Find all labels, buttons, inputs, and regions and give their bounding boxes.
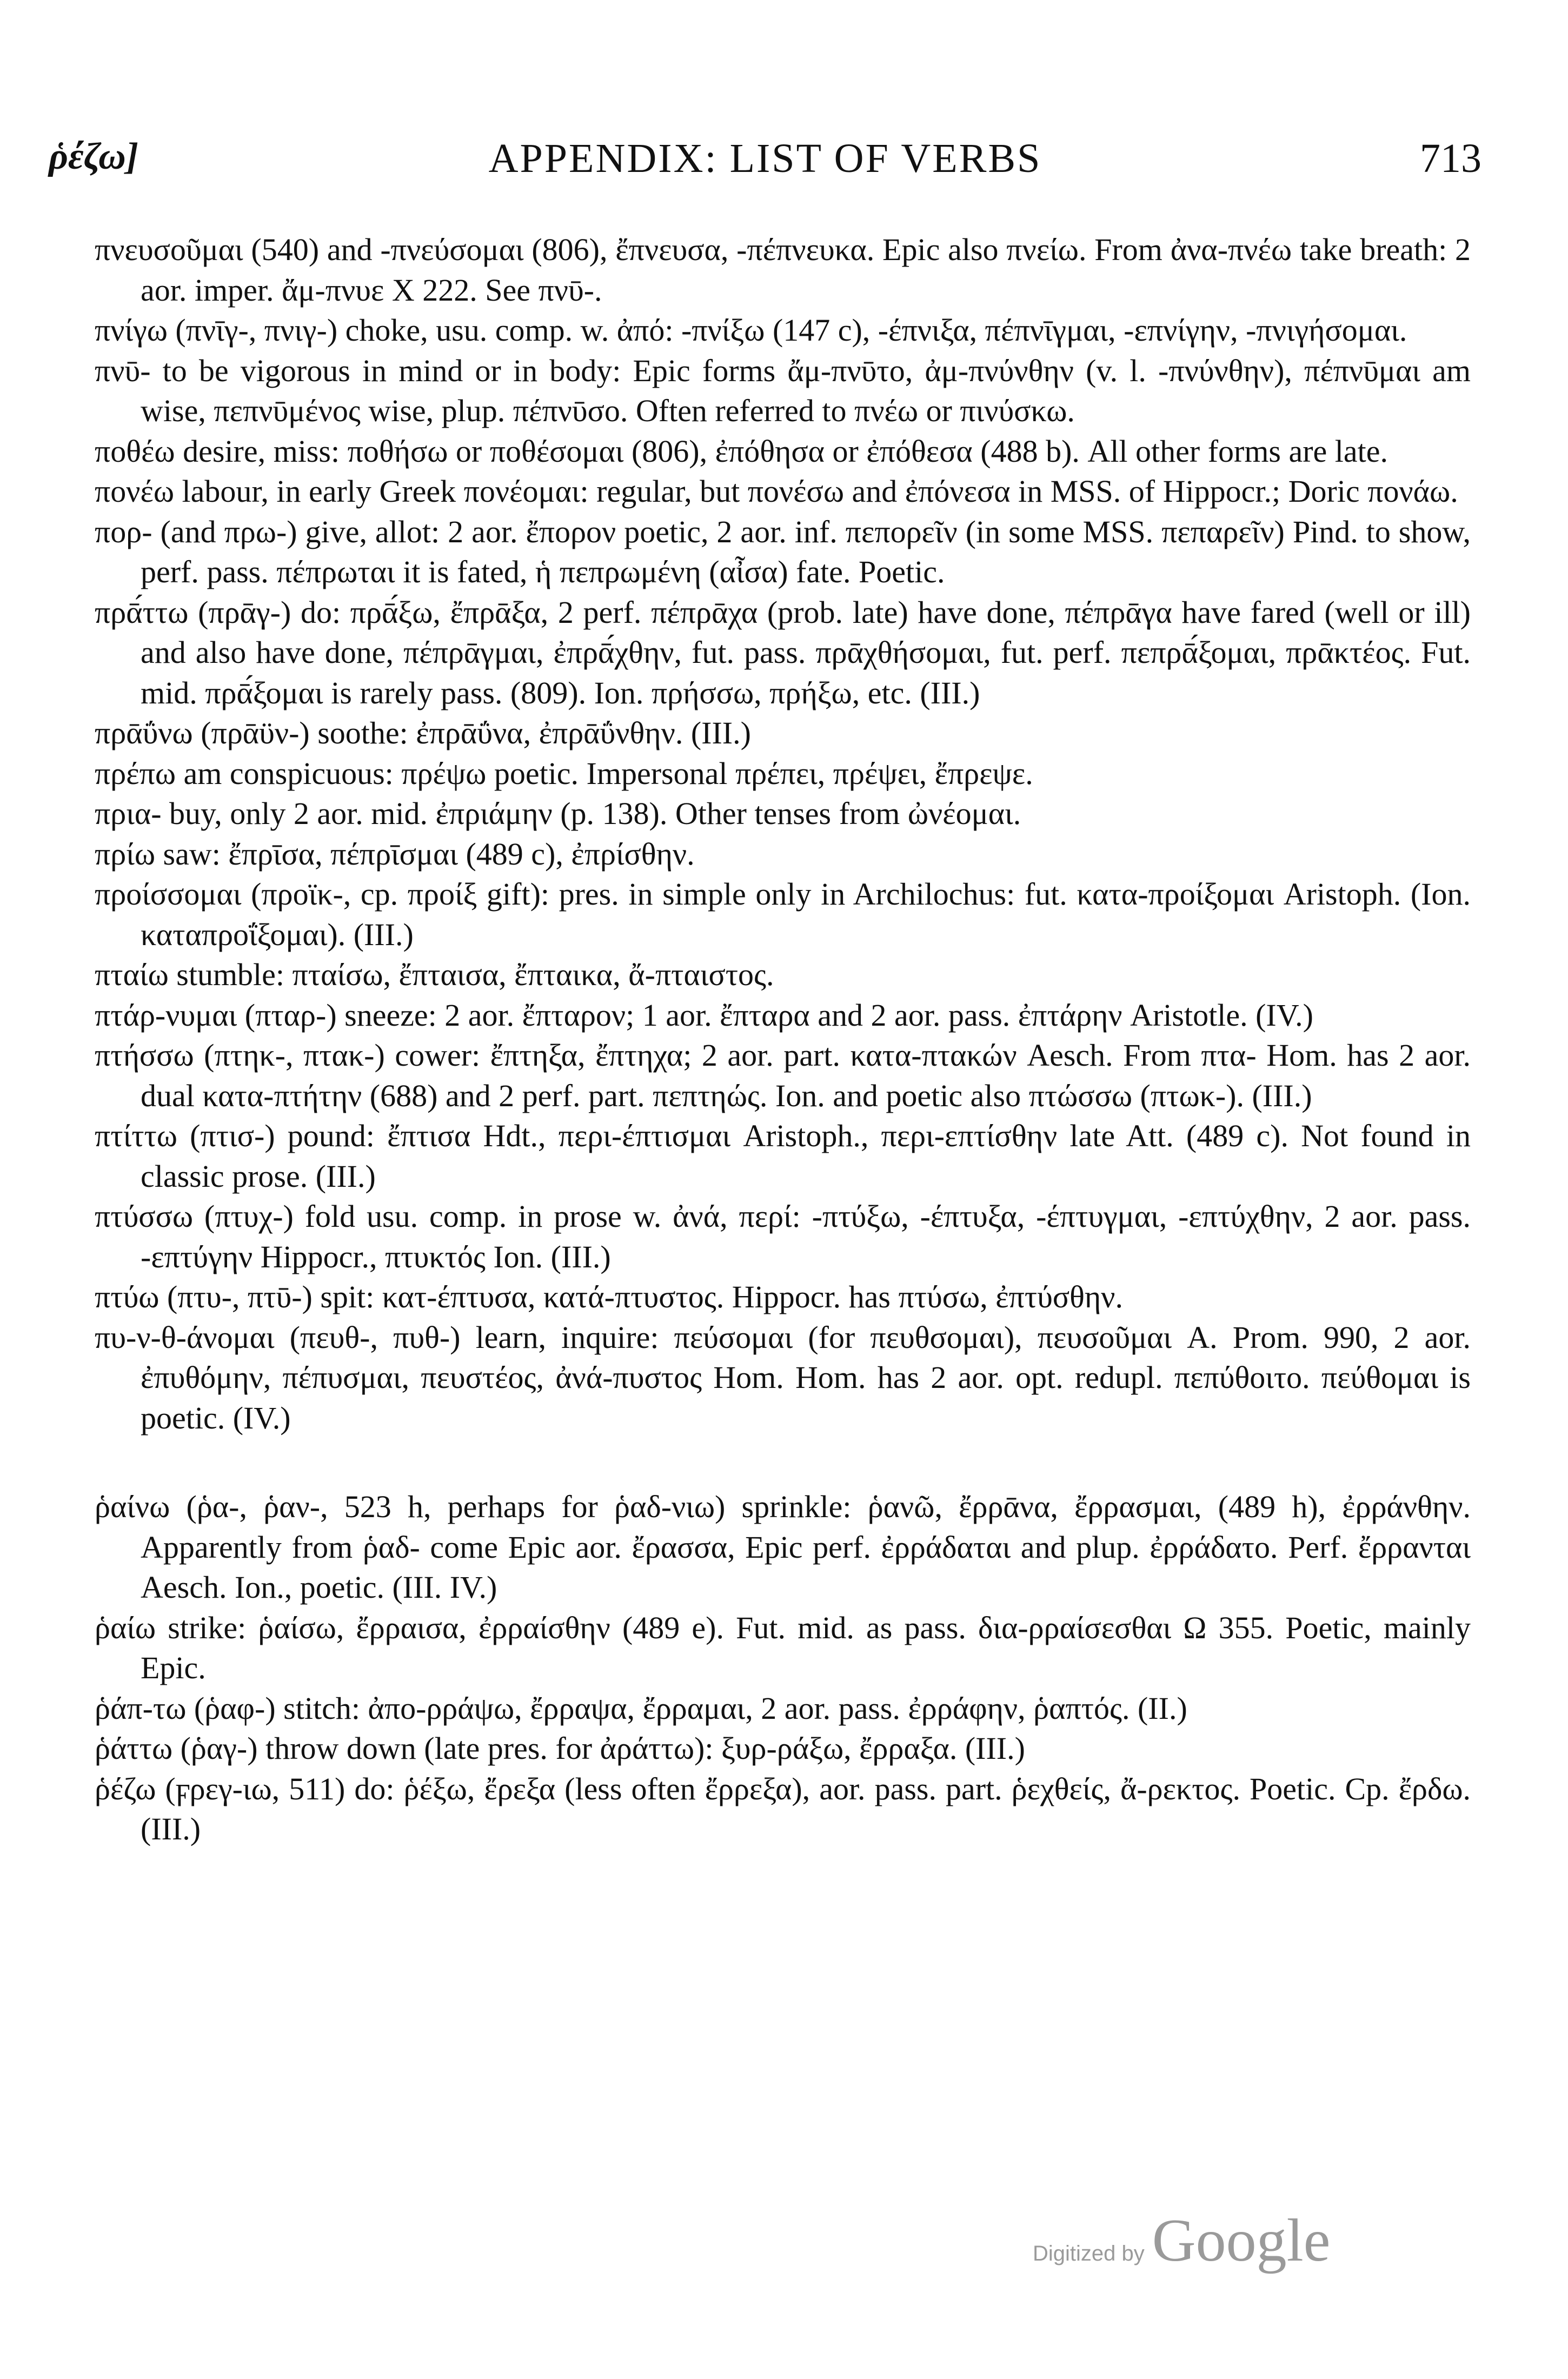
verb-entry: πρᾱΰνω (πρᾱϋν-) soothe: ἐπρᾱΰνα, ἐπρᾱΰνθην. (III.) (95, 715, 751, 750)
verb-entry: ῥέζω (ϝρεγ-ιω, 511) do: ῥέξω, ἔρεξα (less often ἔρρεξα), aor. pass. part. ῥεχθείς, ἄ-ρεκτος. Poetic. Cp. ἔρδω. (III.) (95, 1771, 1471, 1846)
verb-entry: ῥαίνω (ῥα-, ῥαν-, 523 h, perhaps for ῥαδ-νιω) sprinkle: ῥανῶ, ἔρρᾱνα, ἔρρασμαι, (489 h), ἐρράνθην. Apparently from ῥαδ- come Epic aor. ἔρασσα, Epic perf. ἐρράδαται and plup. ἐρράδατο. Perf. ἔρρανται Aesch. Ion., poetic. (III. IV.) (95, 1489, 1471, 1605)
page-title: APPENDIX: LIST OF VERBS (488, 136, 1042, 181)
verb-entry: πυ-ν-θ-άνομαι (πευθ-, πυθ-) learn, inquire: πεύσομαι (for πευθσομαι), πευσοῦμαι A. Prom. 990, 2 aor. ἐπυθόμην, πέπυσμαι, πευστέος, ἀνά-πυστος Hom. Hom. has 2 aor. opt. redupl. πεπύθοιτο. πεύθομαι is poetic. (IV.) (95, 1319, 1471, 1436)
verb-entry: πτήσσω (πτηκ-, πτακ-) cower: ἔπτηξα, ἔπτηχα; 2 aor. part. κατα-πτακών Aesch. From πτα- Hom. has 2 aor. dual κατα-πτήτην (688) and 2 perf. part. πεπτηώς. Ion. and poetic also πτώσσω (πτωκ-). (III.) (95, 1038, 1471, 1113)
verb-entry: ῥάπ-τω (ῥαφ-) stitch: ἀπο-ρράψω, ἔρραψα, ἔρραμαι, 2 aor. pass. ἐρράφην, ῥαπτός. (II.) (95, 1690, 1187, 1726)
verb-entry: πτύσσω (πτυχ-) fold usu. comp. in prose w. ἀνά, περί: -πτύξω, -έπτυξα, -έπτυγμαι, -επτύχθην, 2 aor. pass. -επτύγην Hippocr., πτυκτός Ion. (III.) (95, 1199, 1471, 1274)
verb-entry: ῥάττω (ῥαγ-) throw down (late pres. for ἀράττω): ξυρ-ράξω, ἔρραξα. (III.) (95, 1731, 1025, 1766)
verb-entry: ποθέω desire, miss: ποθήσω or ποθέσομαι (806), ἐπόθησα or ἐπόθεσα (488 b). All other forms are late. (95, 433, 1388, 469)
page-number: 713 (1420, 136, 1481, 181)
verb-entry: πτίττω (πτισ-) pound: ἔπτισα Hdt., περι-έπτισμαι Aristoph., περι-επτίσθην late Att. (489 c). Not found in classic prose. (III.) (95, 1118, 1471, 1194)
verb-entry: πρια- buy, only 2 aor. mid. ἐπριάμην (p. 138). Other tenses from ὠνέομαι. (95, 796, 1021, 831)
verb-entry: προίσσομαι (προϊκ-, cp. προίξ gift): pres. in simple only in Archilochus: fut. κατα-προίξομαι Aristoph. (Ion. καταπροΐξομαι). (III.) (95, 876, 1471, 952)
verb-entry: πρίω saw: ἔπρῑσα, πέπρῑσμαι (489 c), ἐπρίσθην. (95, 836, 695, 872)
verb-list (95, 230, 1471, 1850)
watermark-logo: Google (1152, 2207, 1331, 2274)
page-header (49, 135, 1481, 195)
verb-entry: πρᾱ́ττω (πρᾱγ-) do: πρᾱ́ξω, ἔπρᾱξα, 2 perf. πέπρᾱχα (prob. late) have done, πέπρᾱγα have fared (well or ill) and also have done, πέπρᾱγμαι, ἐπρᾱ́χθην, fut. pass. πρᾱχθήσομαι, fut. perf. πεπρᾱ́ξομαι, πρᾱκτέος. Fut. mid. πρᾱ́ξομαι is rarely pass. (809). Ion. πρήσσω, πρήξω, etc. (III.) (95, 594, 1471, 710)
verb-entry: πνίγω (πνῑγ-, πνιγ-) choke, usu. comp. w. ἀπό: -πνίξω (147 c), -έπνιξα, πέπνῑγμαι, -επνίγην, -πνιγήσομαι. (95, 313, 1407, 348)
verb-entry: πτύω (πτυ-, πτῡ-) spit: κατ-έπτυσα, κατά-πτυστος. Hippocr. has πτύσω, ἐπτύσθην. (95, 1279, 1123, 1314)
verb-entry: ῥαίω strike: ῥαίσω, ἔρραισα, ἐρραίσθην (489 e). Fut. mid. as pass. δια-ρραίσεσθαι Ω 355. Poetic, mainly Epic. (95, 1610, 1471, 1685)
verb-entry: πταίω stumble: πταίσω, ἔπταισα, ἔπταικα, ἄ-πταιστος. (95, 957, 774, 992)
watermark-prefix: Digitized by (1033, 2242, 1145, 2265)
verb-entry: πονέω labour, in early Greek πονέομαι: regular, but πονέσω and ἐπόνεσα in MSS. of Hippocr.; Doric πονάω. (95, 474, 1458, 509)
verb-entry: πνευσοῦμαι (540) and -πνεύσομαι (806), ἔπνευσα, -πέπνευκα. Epic also πνείω. From ἀνα-πνέω take breath: 2 aor. imper. ἄμ-πνυε X 222. See πνῡ-. (95, 232, 1471, 308)
running-head: ῥέζω] (49, 136, 139, 177)
verb-entry: πνῡ- to be vigorous in mind or in body: Epic forms ἄμ-πνῡτο, ἀμ-πνύνθην (v. l. -πνύνθην), πέπνῡμαι am wise, πεπνῡμένος wise, plup. πέπνῡσο. Often referred to πνέω or πινύσκω. (95, 353, 1471, 428)
verb-entry: πρέπω am conspicuous: πρέψω poetic. Impersonal πρέπει, πρέψει, ἔπρεψε. (95, 755, 1033, 791)
section-gap (95, 1438, 1471, 1487)
verb-entry: πορ- (and πρω-) give, allot: 2 aor. ἔπορον poetic, 2 aor. inf. πεπορεῖν (in some MSS. πεπαρεῖν) Pind. to show, perf. pass. πέπρωται it is fated, ἡ πεπρωμένη (αἶσα) fate. Poetic. (95, 514, 1471, 589)
verb-entry: πτάρ-νυμαι (πταρ-) sneeze: 2 aor. ἔπταρον; 1 aor. ἔπταρα and 2 aor. pass. ἐπτάρην Aristotle. (IV.) (95, 997, 1313, 1033)
digitized-watermark (1033, 2206, 1411, 2276)
